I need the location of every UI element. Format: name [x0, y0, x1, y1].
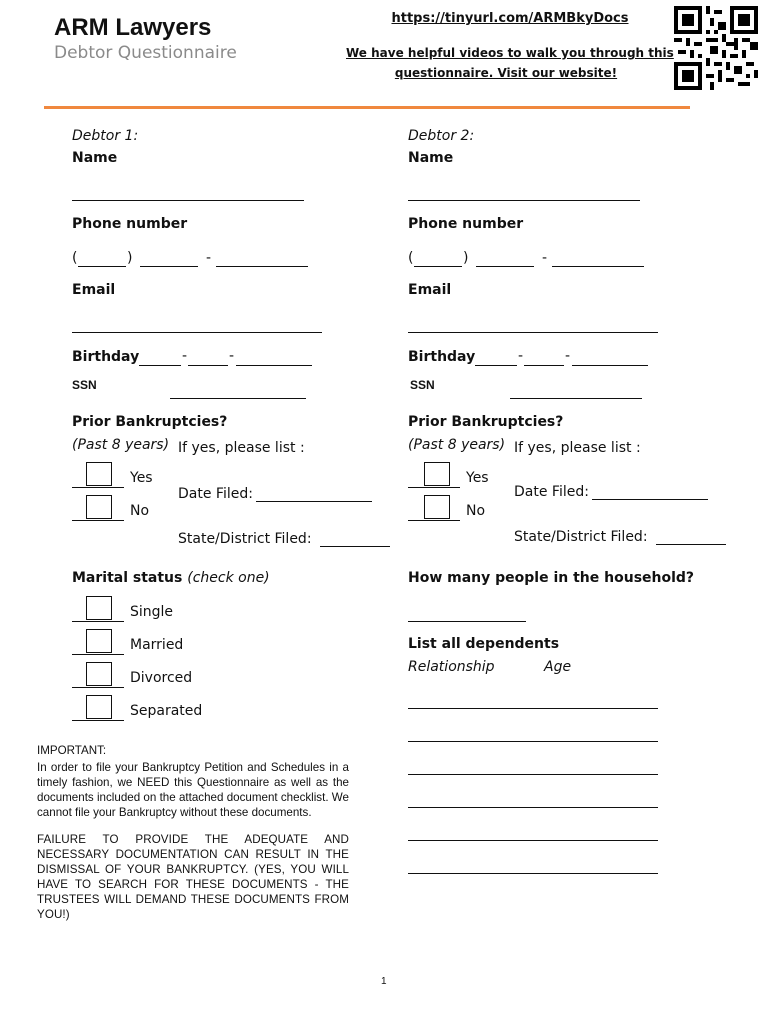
single-label: Single [130, 604, 174, 620]
debtor1-birthday-label: Birthday [72, 349, 140, 365]
married-checkbox[interactable] [86, 629, 112, 653]
debtor2-email-label: Email [408, 282, 452, 298]
video-note-line1: We have helpful videos to walk you through this [346, 46, 674, 60]
debtor1-prior-sub: (Past 8 years) [72, 437, 170, 453]
divorced-label: Divorced [130, 670, 193, 686]
debtor2-yes-label: Yes [466, 470, 489, 486]
dependent-row-field[interactable] [408, 774, 658, 775]
video-note-line2: questionnaire. Visit our website! [394, 66, 618, 80]
debtor2-no-checkbox[interactable] [424, 495, 450, 519]
debtor2-prior-label: Prior Bankruptcies? [408, 414, 564, 430]
debtor1-date-filed-field[interactable] [256, 501, 372, 502]
debtor2-phone-label: Phone number [408, 216, 524, 232]
debtor2-yes-checkbox[interactable] [424, 462, 450, 486]
debtor2-yes-line [408, 487, 460, 488]
paren-open: ( [72, 250, 78, 266]
dependent-row-field[interactable] [408, 873, 658, 874]
debtor1-name-field[interactable] [72, 200, 304, 201]
important-heading: IMPORTANT: [37, 744, 107, 757]
dependent-row-field[interactable] [408, 708, 658, 709]
debtor2-date-filed-label: Date Filed: [514, 484, 589, 500]
debtor1-ssn-label: SSN [72, 378, 97, 392]
header-divider [44, 106, 690, 109]
debtor1-no-label: No [130, 503, 150, 519]
debtor1-phone-line-field[interactable] [216, 266, 308, 267]
paren-open: ( [408, 250, 414, 266]
debtor2-birth-year-field[interactable] [572, 365, 648, 366]
birthday-dash: - [518, 348, 524, 364]
debtor2-prior-sub: (Past 8 years) [408, 437, 506, 453]
debtor2-no-line [408, 520, 460, 521]
married-line [72, 654, 124, 655]
separated-checkbox[interactable] [86, 695, 112, 719]
single-checkbox[interactable] [86, 596, 112, 620]
debtor1-date-filed-label: Date Filed: [178, 486, 253, 502]
debtor1-heading: Debtor 1: [72, 128, 139, 144]
phone-dash: - [542, 250, 548, 266]
debtor1-state-filed-field[interactable] [320, 546, 390, 547]
firm-name: ARM Lawyers [54, 14, 212, 41]
debtor2-birthday-label: Birthday [408, 349, 476, 365]
birthday-dash: - [565, 348, 571, 364]
debtor2-area-code-field[interactable] [414, 266, 462, 267]
debtor1-state-filed-label: State/District Filed: [178, 531, 312, 547]
debtor1-if-yes: If yes, please list : [178, 440, 305, 456]
relationship-column-header: Relationship [408, 659, 495, 675]
debtor2-name-field[interactable] [408, 200, 640, 201]
debtor1-yes-label: Yes [130, 470, 153, 486]
debtor2-state-filed-field[interactable] [656, 544, 726, 545]
debtor2-state-filed-label: State/District Filed: [514, 529, 648, 545]
debtor1-phone-label: Phone number [72, 216, 188, 232]
household-count-field[interactable] [408, 621, 526, 622]
debtor2-if-yes: If yes, please list : [514, 440, 641, 456]
age-column-header: Age [544, 659, 572, 675]
debtor2-ssn-field[interactable] [510, 398, 642, 399]
debtor2-birth-month-field[interactable] [475, 365, 517, 366]
phone-dash: - [206, 250, 212, 266]
debtor2-phone-line-field[interactable] [552, 266, 644, 267]
important-paragraph: In order to file your Bankruptcy Petition and Schedules in a timely fashion, we NEED this Questionnaire as well as the documents included on the attached document checklist. We cannot file your Bankruptcy without these documents. [37, 761, 349, 819]
dependents-label: List all dependents [408, 636, 560, 652]
paren-close: ) [127, 250, 133, 266]
form-title: Debtor Questionnaire [54, 43, 237, 63]
separated-label: Separated [130, 703, 203, 719]
page-number: 1 [381, 976, 387, 987]
marital-status-hint: (check one) [187, 570, 270, 586]
debtor1-email-label: Email [72, 282, 116, 298]
paren-close: ) [463, 250, 469, 266]
debtor2-heading: Debtor 2: [408, 128, 475, 144]
debtor2-name-label: Name [408, 150, 454, 166]
debtor1-area-code-field[interactable] [78, 266, 126, 267]
debtor2-no-label: No [466, 503, 486, 519]
debtor1-no-checkbox[interactable] [86, 495, 112, 519]
debtor1-phone-prefix-field[interactable] [140, 266, 198, 267]
debtor2-ssn-label: SSN [410, 378, 435, 392]
debtor1-birth-year-field[interactable] [236, 365, 312, 366]
debtor1-yes-checkbox[interactable] [86, 462, 112, 486]
dependent-row-field[interactable] [408, 807, 658, 808]
debtor1-yes-line [72, 487, 124, 488]
divorced-line [72, 687, 124, 688]
dependent-row-field[interactable] [408, 741, 658, 742]
marital-status-label [72, 570, 270, 586]
household-label: How many people in the household? [408, 570, 695, 586]
birthday-dash: - [182, 348, 188, 364]
failure-warning-paragraph: FAILURE TO PROVIDE THE ADEQUATE AND NECESSARY DOCUMENTATION CAN RESULT IN THE DISMISSAL OF YOUR BANKRUPTCY. (YES, YOU WILL HAVE TO SEARCH FOR THESE DOCUMENTS - THE TRUSTEES WILL DEMAND THESE DOCUMENTS FROM YOU!) [37, 833, 349, 921]
website-link[interactable]: https://tinyurl.com/ARMBkyDocs [391, 11, 629, 26]
debtor1-birth-day-field[interactable] [188, 365, 228, 366]
qr-code-icon[interactable] [674, 6, 758, 90]
debtor1-prior-label: Prior Bankruptcies? [72, 414, 228, 430]
debtor2-date-filed-field[interactable] [592, 499, 708, 500]
divorced-checkbox[interactable] [86, 662, 112, 686]
debtor2-email-field[interactable] [408, 332, 658, 333]
birthday-dash: - [229, 348, 235, 364]
dependent-row-field[interactable] [408, 840, 658, 841]
married-label: Married [130, 637, 184, 653]
single-line [72, 621, 124, 622]
debtor1-email-field[interactable] [72, 332, 322, 333]
debtor1-no-line [72, 520, 124, 521]
debtor2-phone-prefix-field[interactable] [476, 266, 534, 267]
separated-line [72, 720, 124, 721]
debtor1-name-label: Name [72, 150, 118, 166]
debtor1-ssn-field[interactable] [170, 398, 306, 399]
marital-status-text: Marital status [72, 570, 183, 586]
debtor2-birth-day-field[interactable] [524, 365, 564, 366]
debtor1-birth-month-field[interactable] [139, 365, 181, 366]
